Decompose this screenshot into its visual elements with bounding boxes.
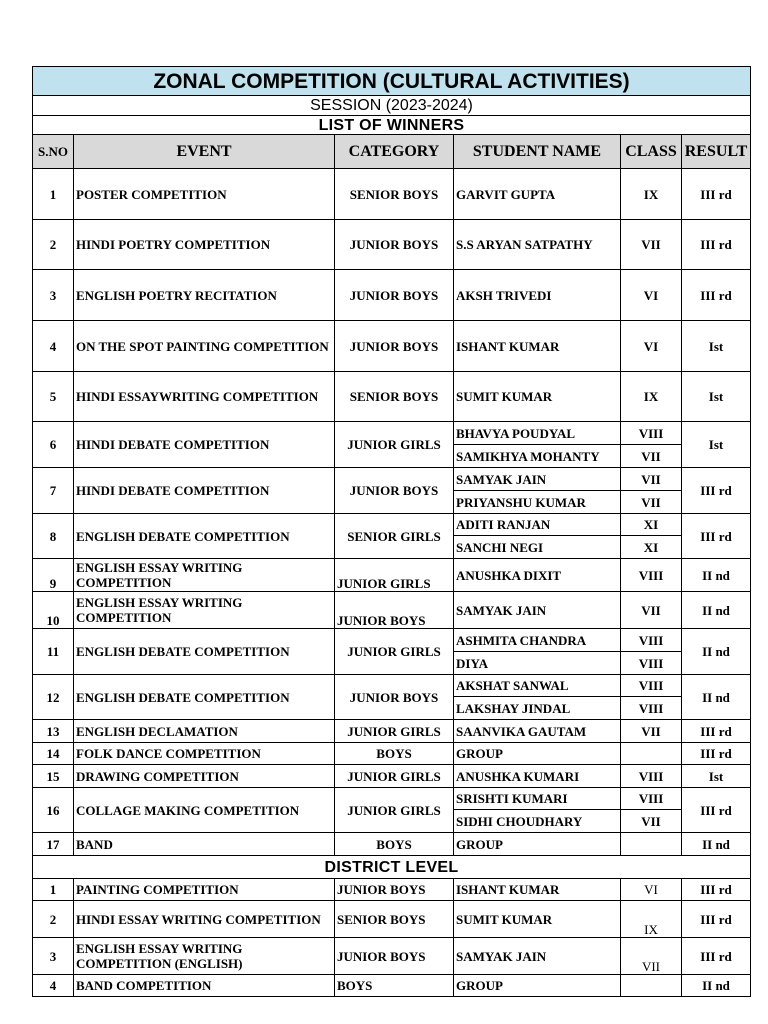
class-cell: VII xyxy=(621,491,682,514)
table-row xyxy=(33,169,751,220)
student-cell: AKSHAT SANWAL xyxy=(454,675,621,697)
result-cell: III rd xyxy=(682,788,751,833)
category-cell: JUNIOR GIRLS xyxy=(335,422,454,468)
student-cell: SAMYAK JAIN xyxy=(454,938,621,975)
result-cell: II nd xyxy=(682,675,751,720)
event-cell: COLLAGE MAKING COMPETITION xyxy=(74,788,335,833)
category-cell: BOYS xyxy=(335,975,454,997)
class-cell xyxy=(621,975,682,997)
student-cell: SAMYAK JAIN xyxy=(454,468,621,491)
sno-cell: 4 xyxy=(33,975,74,997)
sno-cell: 13 xyxy=(33,720,74,743)
class-cell: VIII xyxy=(621,652,682,675)
class-cell: VIII xyxy=(621,422,682,445)
table-row xyxy=(33,220,751,270)
table-row xyxy=(33,901,751,938)
event-cell: ENGLISH ESSAY WRITING COMPETITION (ENGLISH) xyxy=(74,938,335,975)
sno-cell: 3 xyxy=(33,270,74,321)
student-cell: ISHANT KUMAR xyxy=(454,321,621,372)
student-cell: DIYA xyxy=(454,652,621,675)
event-cell: ENGLISH DEBATE COMPETITION xyxy=(74,675,335,720)
table-row xyxy=(33,592,751,629)
sno-cell: 14 xyxy=(33,743,74,765)
section-row xyxy=(33,856,751,879)
class-cell: XI xyxy=(621,536,682,559)
student-cell: GROUP xyxy=(454,743,621,765)
table-row xyxy=(33,833,751,856)
student-cell: SAMIKHYA MOHANTY xyxy=(454,445,621,468)
class-cell: VII xyxy=(621,810,682,833)
student-cell: S.S ARYAN SATPATHY xyxy=(454,220,621,270)
sno-cell: 12 xyxy=(33,675,74,720)
class-cell: VII xyxy=(621,468,682,491)
table-row xyxy=(33,765,751,788)
class-cell: VIII xyxy=(621,697,682,720)
header-result: RESULT xyxy=(682,135,751,169)
sno-cell: 7 xyxy=(33,468,74,514)
result-cell: II nd xyxy=(682,629,751,675)
result-cell: II nd xyxy=(682,559,751,592)
class-cell: VIII xyxy=(621,629,682,652)
student-cell: SIDHI CHOUDHARY xyxy=(454,810,621,833)
table-row xyxy=(33,559,751,592)
table-row xyxy=(33,468,751,491)
result-cell: III rd xyxy=(682,468,751,514)
result-cell: II nd xyxy=(682,592,751,629)
student-cell: ISHANT KUMAR xyxy=(454,879,621,901)
student-cell: SUMIT KUMAR xyxy=(454,372,621,422)
table-row xyxy=(33,372,751,422)
category-cell: SENIOR BOYS xyxy=(335,169,454,220)
event-cell: ON THE SPOT PAINTING COMPETITION xyxy=(74,321,335,372)
event-cell: ENGLISH DEBATE COMPETITION xyxy=(74,514,335,559)
category-cell: BOYS xyxy=(335,743,454,765)
category-cell: JUNIOR BOYS xyxy=(335,220,454,270)
table-row xyxy=(33,422,751,445)
class-cell xyxy=(621,743,682,765)
result-cell: Ist xyxy=(682,372,751,422)
category-cell: JUNIOR GIRLS xyxy=(335,559,454,592)
class-cell: VIII xyxy=(621,765,682,788)
category-cell: BOYS xyxy=(335,833,454,856)
table-row xyxy=(33,514,751,536)
class-cell: VII xyxy=(621,938,682,975)
header-sno: S.NO xyxy=(33,135,74,169)
district-level-title: DISTRICT LEVEL xyxy=(33,856,751,879)
result-cell: III rd xyxy=(682,514,751,559)
result-cell: Ist xyxy=(682,765,751,788)
sno-cell: 4 xyxy=(33,321,74,372)
student-cell: ANUSHKA KUMARI xyxy=(454,765,621,788)
table-row xyxy=(33,938,751,975)
list-subtitle: LIST OF WINNERS xyxy=(33,116,751,135)
category-cell: JUNIOR BOYS xyxy=(335,879,454,901)
header-class: CLASS xyxy=(621,135,682,169)
sno-cell: 16 xyxy=(33,788,74,833)
sno-cell: 9 xyxy=(33,559,74,592)
student-cell: SUMIT KUMAR xyxy=(454,901,621,938)
sno-cell: 17 xyxy=(33,833,74,856)
student-cell: SRISHTI KUMARI xyxy=(454,788,621,810)
event-cell: ENGLISH ESSAY WRITING COMPETITION xyxy=(74,592,335,629)
result-cell: Ist xyxy=(682,321,751,372)
result-cell: III rd xyxy=(682,879,751,901)
student-cell: GARVIT GUPTA xyxy=(454,169,621,220)
class-cell: VIII xyxy=(621,675,682,697)
result-cell: II nd xyxy=(682,833,751,856)
student-cell: PRIYANSHU KUMAR xyxy=(454,491,621,514)
table-row xyxy=(33,975,751,997)
event-cell: HINDI ESSAYWRITING COMPETITION xyxy=(74,372,335,422)
sno-cell: 1 xyxy=(33,879,74,901)
category-cell: JUNIOR GIRLS xyxy=(335,720,454,743)
sno-cell: 2 xyxy=(33,220,74,270)
event-cell: PAINTING COMPETITION xyxy=(74,879,335,901)
student-cell: BHAVYA POUDYAL xyxy=(454,422,621,445)
event-cell: ENGLISH DECLAMATION xyxy=(74,720,335,743)
class-cell: VII xyxy=(621,592,682,629)
category-cell: JUNIOR BOYS xyxy=(335,321,454,372)
sno-cell: 5 xyxy=(33,372,74,422)
event-cell: ENGLISH ESSAY WRITING COMPETITION xyxy=(74,559,335,592)
event-cell: HINDI DEBATE COMPETITION xyxy=(74,468,335,514)
category-cell: SENIOR BOYS xyxy=(335,372,454,422)
class-cell: VII xyxy=(621,445,682,468)
table-row xyxy=(33,743,751,765)
event-cell: BAND xyxy=(74,833,335,856)
category-cell: JUNIOR BOYS xyxy=(335,675,454,720)
sno-cell: 10 xyxy=(33,592,74,629)
category-cell: JUNIOR GIRLS xyxy=(335,629,454,675)
sno-cell: 11 xyxy=(33,629,74,675)
sno-cell: 8 xyxy=(33,514,74,559)
class-cell: VIII xyxy=(621,788,682,810)
result-cell: III rd xyxy=(682,720,751,743)
class-cell xyxy=(621,833,682,856)
result-cell: III rd xyxy=(682,270,751,321)
category-cell: SENIOR GIRLS xyxy=(335,514,454,559)
table-row xyxy=(33,720,751,743)
event-cell: HINDI DEBATE COMPETITION xyxy=(74,422,335,468)
sno-cell: 1 xyxy=(33,169,74,220)
event-cell: HINDI POETRY COMPETITION xyxy=(74,220,335,270)
table-row xyxy=(33,879,751,901)
student-cell: LAKSHAY JINDAL xyxy=(454,697,621,720)
student-cell: SANCHI NEGI xyxy=(454,536,621,559)
header-event: EVENT xyxy=(74,135,335,169)
category-cell: JUNIOR BOYS xyxy=(335,270,454,321)
class-cell: VIII xyxy=(621,559,682,592)
event-cell: POSTER COMPETITION xyxy=(74,169,335,220)
result-cell: III rd xyxy=(682,938,751,975)
student-cell: SAANVIKA GAUTAM xyxy=(454,720,621,743)
page-title: ZONAL COMPETITION (CULTURAL ACTIVITIES) xyxy=(33,67,751,96)
student-cell: ASHMITA CHANDRA xyxy=(454,629,621,652)
result-cell: III rd xyxy=(682,220,751,270)
student-cell: AKSH TRIVEDI xyxy=(454,270,621,321)
result-cell: Ist xyxy=(682,422,751,468)
result-cell: III rd xyxy=(682,901,751,938)
class-cell: VI xyxy=(621,321,682,372)
table-row xyxy=(33,788,751,810)
session-label: SESSION (2023-2024) xyxy=(33,96,751,116)
student-cell: GROUP xyxy=(454,975,621,997)
sno-cell: 2 xyxy=(33,901,74,938)
sno-cell: 6 xyxy=(33,422,74,468)
category-cell: JUNIOR BOYS xyxy=(335,468,454,514)
class-cell: VI xyxy=(621,270,682,321)
student-cell: GROUP xyxy=(454,833,621,856)
category-cell: JUNIOR GIRLS xyxy=(335,788,454,833)
event-cell: ENGLISH POETRY RECITATION xyxy=(74,270,335,321)
class-cell: VI xyxy=(621,879,682,901)
class-cell: IX xyxy=(621,169,682,220)
category-cell: SENIOR BOYS xyxy=(335,901,454,938)
winners-table xyxy=(32,66,751,997)
student-cell: ADITI RANJAN xyxy=(454,514,621,536)
class-cell: XI xyxy=(621,514,682,536)
event-cell: HINDI ESSAY WRITING COMPETITION xyxy=(74,901,335,938)
event-cell: BAND COMPETITION xyxy=(74,975,335,997)
class-cell: VII xyxy=(621,220,682,270)
table-row xyxy=(33,675,751,697)
class-cell: IX xyxy=(621,901,682,938)
category-cell: JUNIOR BOYS xyxy=(335,938,454,975)
event-cell: DRAWING COMPETITION xyxy=(74,765,335,788)
header-student: STUDENT NAME xyxy=(454,135,621,169)
table-row xyxy=(33,270,751,321)
result-cell: III rd xyxy=(682,169,751,220)
category-cell: JUNIOR GIRLS xyxy=(335,765,454,788)
table-row xyxy=(33,629,751,652)
event-cell: ENGLISH DEBATE COMPETITION xyxy=(74,629,335,675)
result-cell: II nd xyxy=(682,975,751,997)
class-cell: IX xyxy=(621,372,682,422)
sno-cell: 15 xyxy=(33,765,74,788)
table-row xyxy=(33,321,751,372)
event-cell: FOLK DANCE COMPETITION xyxy=(74,743,335,765)
result-cell: III rd xyxy=(682,743,751,765)
category-cell: JUNIOR BOYS xyxy=(335,592,454,629)
header-category: CATEGORY xyxy=(335,135,454,169)
sno-cell: 3 xyxy=(33,938,74,975)
student-cell: ANUSHKA DIXIT xyxy=(454,559,621,592)
student-cell: SAMYAK JAIN xyxy=(454,592,621,629)
class-cell: VII xyxy=(621,720,682,743)
